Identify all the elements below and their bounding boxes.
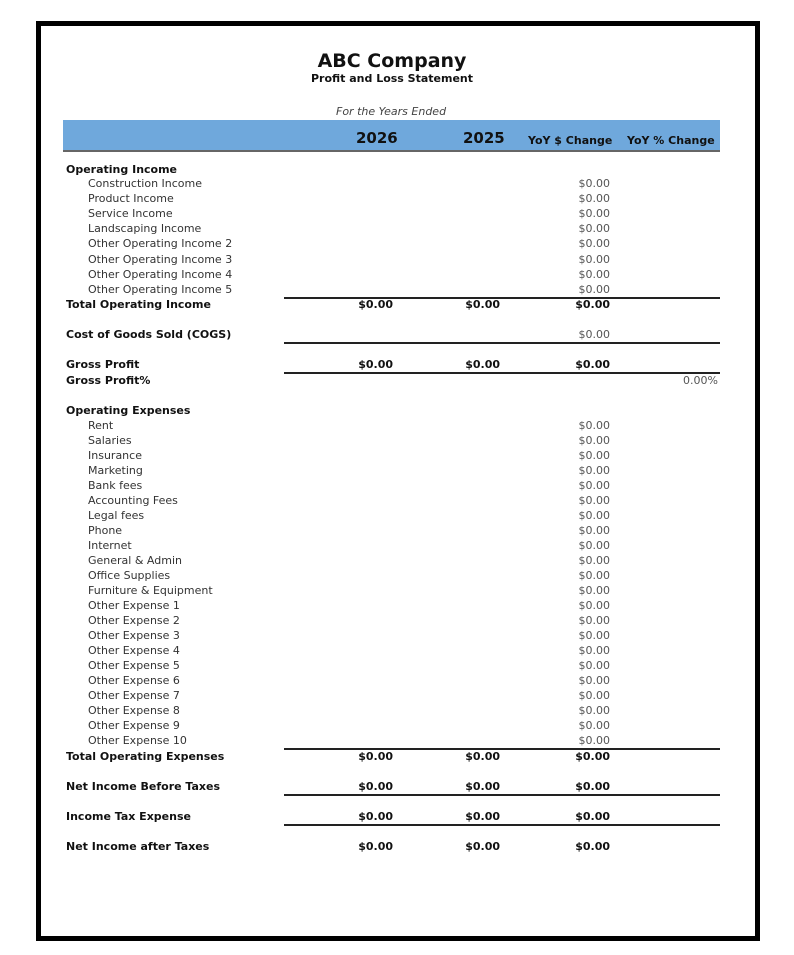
total-rule <box>284 794 720 796</box>
value-yoy-dollar: $0.00 <box>578 252 610 266</box>
table-row <box>0 658 794 673</box>
value-yoy-dollar: $0.00 <box>578 464 610 477</box>
value-2026: $0.00 <box>358 780 393 793</box>
col-yoy-dollar: YoY $ Change <box>528 134 613 147</box>
table-row <box>0 628 794 643</box>
value-yoy-dollar: $0.00 <box>578 644 610 657</box>
value-yoy-dollar: $0.00 <box>578 494 610 507</box>
row-label: Rent <box>88 419 114 432</box>
table-row <box>0 297 794 312</box>
row-label: Other Expense 2 <box>88 614 180 627</box>
row-label: Salaries <box>88 434 132 447</box>
value-2026: $0.00 <box>358 810 393 823</box>
table-row <box>0 236 794 251</box>
value-yoy-dollar: $0.00 <box>578 207 610 221</box>
row-label: Operating Expenses <box>66 404 191 417</box>
table-row <box>0 221 794 236</box>
row-label: Product Income <box>88 192 174 206</box>
table-row <box>0 403 794 418</box>
row-label: Bank fees <box>88 479 143 492</box>
row-label: Other Expense 4 <box>88 644 180 657</box>
row-label: Other Expense 10 <box>88 734 187 747</box>
value-yoy-dollar: $0.00 <box>575 750 610 763</box>
row-label: Other Operating Income 3 <box>88 252 233 266</box>
table-row <box>0 493 794 508</box>
value-yoy-dollar: $0.00 <box>578 599 610 612</box>
period-label: For the Years Ended <box>336 105 447 118</box>
value-yoy-dollar: $0.00 <box>578 267 610 281</box>
value-yoy-dollar: $0.00 <box>578 704 610 717</box>
table-row <box>0 809 794 824</box>
table-row <box>0 523 794 538</box>
total-rule <box>284 342 720 344</box>
table-row <box>0 613 794 628</box>
value-yoy-dollar: $0.00 <box>575 780 610 793</box>
table-row <box>0 703 794 718</box>
total-rule <box>284 748 720 750</box>
value-yoy-dollar: $0.00 <box>578 584 610 597</box>
row-label: Other Expense 3 <box>88 629 180 642</box>
value-yoy-dollar: $0.00 <box>578 237 610 251</box>
table-row <box>0 839 794 854</box>
row-label: Accounting Fees <box>88 494 178 507</box>
value-yoy-dollar: $0.00 <box>578 554 610 567</box>
row-label: Total Operating Expenses <box>66 750 225 763</box>
value-yoy-dollar: $0.00 <box>575 298 610 311</box>
value-yoy-dollar: $0.00 <box>578 434 610 447</box>
value-yoy-dollar: $0.00 <box>578 629 610 642</box>
row-label: Furniture & Equipment <box>88 584 213 597</box>
value-2025: $0.00 <box>465 810 500 823</box>
value-yoy-dollar: $0.00 <box>578 674 610 687</box>
total-rule <box>284 297 720 299</box>
table-row <box>0 373 794 388</box>
value-yoy-dollar: $0.00 <box>578 719 610 732</box>
value-yoy-dollar: $0.00 <box>575 358 610 371</box>
row-label: Cost of Goods Sold (COGS) <box>66 328 232 341</box>
value-2026: $0.00 <box>358 358 393 371</box>
value-yoy-dollar: $0.00 <box>578 689 610 702</box>
value-yoy-dollar: $0.00 <box>578 524 610 537</box>
table-row <box>0 568 794 583</box>
table-row <box>0 162 794 177</box>
table-row <box>0 418 794 433</box>
value-2026: $0.00 <box>358 750 393 763</box>
table-row <box>0 718 794 733</box>
value-yoy-dollar: $0.00 <box>578 419 610 432</box>
table-row <box>0 538 794 553</box>
row-label: Other Operating Income 5 <box>88 282 233 296</box>
col-2026: 2026 <box>356 129 398 147</box>
row-label: Other Expense 6 <box>88 674 180 687</box>
row-label: Phone <box>88 524 123 537</box>
value-yoy-dollar: $0.00 <box>578 282 610 296</box>
table-row <box>0 176 794 191</box>
value-yoy-dollar: $0.00 <box>578 449 610 462</box>
row-label: Net Income Before Taxes <box>66 780 221 793</box>
table-row <box>0 357 794 372</box>
total-rule <box>284 824 720 826</box>
value-yoy-dollar: $0.00 <box>575 810 610 823</box>
row-label: Gross Profit% <box>66 374 151 387</box>
table-row <box>0 448 794 463</box>
row-label: Office Supplies <box>88 569 171 582</box>
table-row <box>0 327 794 342</box>
table-row <box>0 779 794 794</box>
value-2025: $0.00 <box>465 780 500 793</box>
value-2025: $0.00 <box>465 298 500 311</box>
table-row <box>0 688 794 703</box>
table-row <box>0 478 794 493</box>
row-label: Other Operating Income 2 <box>88 237 233 251</box>
value-2026: $0.00 <box>358 298 393 311</box>
table-row <box>0 583 794 598</box>
value-yoy-dollar: $0.00 <box>578 539 610 552</box>
table-row <box>0 282 794 297</box>
table-row <box>0 206 794 221</box>
row-label: Other Expense 1 <box>88 599 180 612</box>
value-yoy-dollar: $0.00 <box>578 614 610 627</box>
table-row <box>0 191 794 206</box>
value-yoy-dollar: $0.00 <box>578 479 610 492</box>
row-label: Marketing <box>88 464 143 477</box>
table-row <box>0 252 794 267</box>
value-yoy-dollar: $0.00 <box>578 328 610 341</box>
value-yoy-dollar: $0.00 <box>575 840 610 853</box>
row-label: Total Operating Income <box>66 298 211 311</box>
table-row <box>0 463 794 478</box>
total-rule <box>284 372 720 374</box>
value-yoy-dollar: $0.00 <box>578 659 610 672</box>
row-label: Legal fees <box>88 509 145 522</box>
table-row <box>0 553 794 568</box>
value-yoy-dollar: $0.00 <box>578 734 610 747</box>
table-row <box>0 749 794 764</box>
row-label: Other Expense 7 <box>88 689 180 702</box>
row-label: Other Expense 9 <box>88 719 180 732</box>
col-2025: 2025 <box>463 129 505 147</box>
value-2026: $0.00 <box>358 840 393 853</box>
company-name: ABC Company <box>317 50 467 72</box>
value-yoy-dollar: $0.00 <box>578 192 610 206</box>
value-2025: $0.00 <box>465 358 500 371</box>
table-row <box>0 433 794 448</box>
table-row <box>0 733 794 748</box>
row-label: Operating Income <box>66 163 178 176</box>
row-label: Net Income after Taxes <box>66 840 210 853</box>
table-row <box>0 673 794 688</box>
value-yoy-dollar: $0.00 <box>578 569 610 582</box>
row-label: Other Expense 8 <box>88 704 180 717</box>
row-label: Other Expense 5 <box>88 659 180 672</box>
row-label: Landscaping Income <box>88 222 202 236</box>
column-header-bar <box>63 120 720 152</box>
table-row <box>0 508 794 523</box>
value-2025: $0.00 <box>465 750 500 763</box>
value-2025: $0.00 <box>465 840 500 853</box>
table-row <box>0 643 794 658</box>
table-row <box>0 267 794 282</box>
value-yoy-dollar: $0.00 <box>578 509 610 522</box>
row-label: Insurance <box>88 449 142 462</box>
value-yoy-dollar: $0.00 <box>578 177 610 190</box>
row-label: Gross Profit <box>66 358 140 371</box>
value-yoy-dollar: $0.00 <box>578 222 610 236</box>
col-yoy-pct: YoY % Change <box>627 134 715 147</box>
row-label: Other Operating Income 4 <box>88 267 233 281</box>
row-label: Income Tax Expense <box>66 810 191 823</box>
table-row <box>0 598 794 613</box>
statement-title: Profit and Loss Statement <box>310 72 474 85</box>
row-label: Construction Income <box>88 177 203 190</box>
row-label: Service Income <box>88 207 173 221</box>
value-yoy-pct: 0.00% <box>683 374 718 387</box>
row-label: General & Admin <box>88 554 182 567</box>
row-label: Internet <box>88 539 132 552</box>
